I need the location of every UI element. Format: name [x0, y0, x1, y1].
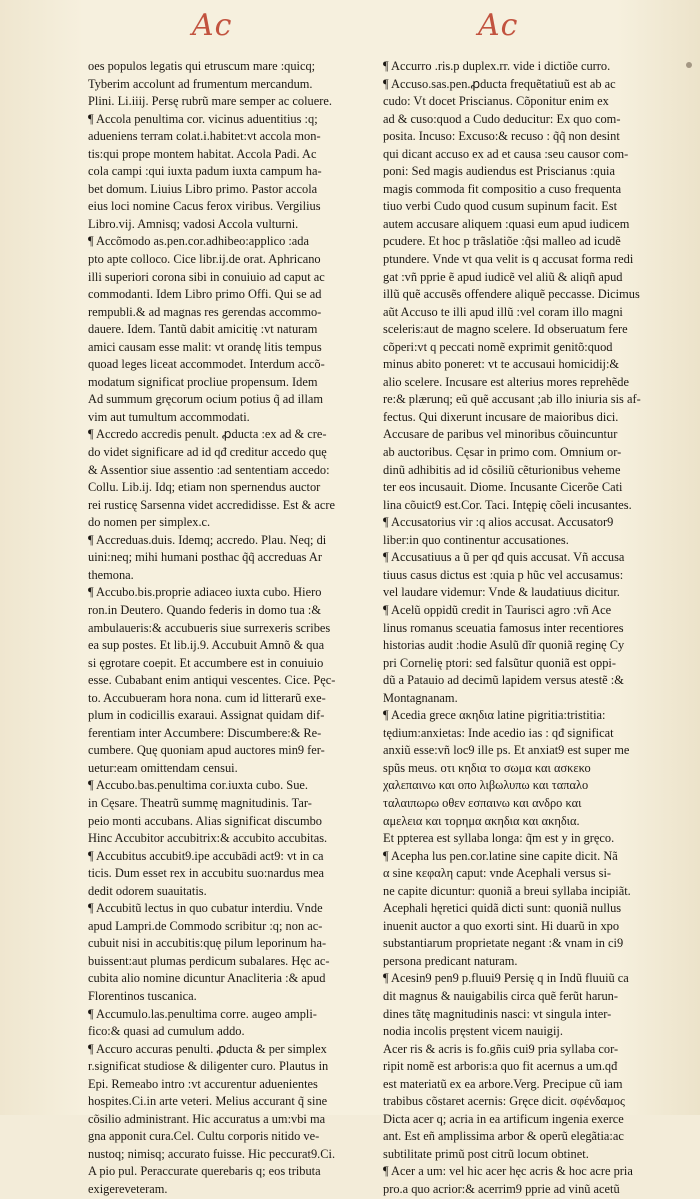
text-line: esse. Cubabant enim antiqui vescentes. Cice. Pęc- [88, 673, 336, 688]
text-line: spũs meus. οτι κηδια το σωμα και ασκεκο [383, 760, 591, 775]
text-line: ron.in Deutero. Quando federis in domo tua :& [88, 602, 321, 617]
text-line: pri Cornelię ptori: sed falsũtur quoniã est oppi- [383, 655, 616, 670]
text-line: lina cõuict9 est.Cor. Taci. Intępię cõeli incusantes. [383, 497, 632, 512]
text-line: ταλαιπωρω οθεν εσπαινω και ανδρο και [383, 795, 582, 810]
text-line: ptundere. Vnde vt qua velit is q accusat forma redi [383, 252, 634, 267]
text-line: ¶ Accola penultima cor. vicinus aduentitius :q; [88, 111, 318, 126]
text-line: gat :vñ pprie ẽ apud iudicẽ vel aliũ & aliqñ apud [383, 269, 623, 284]
text-line: exigereveteram. [88, 1182, 168, 1196]
text-line: apud Lampri.de Commodo scribitur :q; non ac- [88, 918, 323, 933]
text-line: posita. Incuso: Excuso:& recuso : q̃q̃ non desint [383, 129, 620, 144]
text-line: dines tãtę magnitudinis nasci: vt singula inter- [383, 1006, 612, 1021]
text-line: gna apponit cura.Cel. Cultu corporis nitido ve- [88, 1129, 320, 1144]
text-line: trabibus cõstaret acernis: Gręce dicit. σφένδαμος [383, 1094, 625, 1109]
text-line: subtilitate primũ post citrũ locum obtinet. [383, 1146, 589, 1161]
text-line: do nomen per simplex.c. [88, 515, 211, 530]
text-line: tędium:anxietas: Inde acedio ias : qđ significat [383, 725, 614, 740]
text-line: tiuo verbi Cudo quod cusum supinum facit. Est [383, 199, 618, 214]
text-line: Epi. Remeabo intro :vt accurentur aduenientes [88, 1076, 318, 1091]
text-line: cubita alio nomine dicuntur Anacliteria :& apud [88, 971, 326, 986]
text-line: Hinc Accubitor accubitrix:& accubito accubitas. [88, 831, 328, 846]
text-line: cubuit nisi in accubitis:quę pilum leporinum ha- [88, 936, 327, 951]
text-line: cõsilio administrant. Hic accuratus a um:vbi ma [88, 1111, 326, 1126]
text-line: Collu. Lib.ij. Idq; etiam non spernendus auctor [88, 480, 321, 495]
text-line: tis:qui prope montem habitat. Accola Padi. Ac [88, 146, 317, 161]
text-line: ¶ Accreduas.duis. Idemq; accredo. Plau. Neq; di [88, 532, 327, 547]
text-line: liber:in quo continentur accusationes. [383, 532, 569, 547]
text-line: themona. [88, 567, 134, 582]
text-line: ferentiam inter Accumbere: Discumbere:& Re- [88, 725, 322, 740]
text-line: Tyberim accolunt ad frumentum mercandum. [88, 76, 313, 91]
text-line: linus romanus sceuatia famosus inter recentiores [383, 620, 624, 635]
text-line: ea sup postes. Et lib.ij.9. Accubuit Amnõ & qua [88, 638, 325, 653]
text-line: illũ quẽ accusẽs offendere aliquẽ peccasse. Dicimus [383, 287, 640, 302]
text-line: pcudere. Et hoc p trãslatiõe :q̃si malleo ad icudẽ [383, 234, 621, 249]
text-line: substantiarum proprietate negant :& vnam in ci9 [383, 936, 624, 951]
text-line: uetur:eam omittendam censui. [88, 760, 238, 775]
text-line: ¶ Accubitus accubit9.ipe accubādi act9: vt in ca [88, 848, 324, 863]
text-line: dedit odorem suauitatis. [88, 883, 207, 898]
text-line: ¶ Accusatorius vir :q alios accusat. Accusator9 [383, 515, 614, 530]
text-line: cõperi:vt q peccati nomẽ exprimit genitõ:quod [383, 339, 613, 354]
text-line: ¶ Acedia grece ακηδια latine pigritia:tristitia: [383, 708, 606, 723]
text-line: to. Accubueram hora nona. cum id litterarũ exe- [88, 690, 326, 705]
text-line: plum in codicillis exaraui. Assignat quidam dif- [88, 708, 325, 723]
text-line: ambulaueris:& accubueris siue surrexeris scribes [88, 620, 331, 635]
text-line: adueniens terram colat.i.habitet:vt accola mon- [88, 129, 321, 144]
text-line: ad & cuso:quod a Cudo deducitur: Ex quo com- [383, 111, 621, 126]
text-line: ¶ Accõmodo as.pen.cor.adhibeo:applico :ada [88, 234, 310, 249]
text-line: ¶ Acer a um: vel hic acer hęc acris & hoc acre pria [383, 1164, 633, 1179]
text-line: ¶ Accuso.sas.pen.ꝓducta frequẽtatiuũ est ab ac [383, 76, 616, 91]
text-line: oes populos legatis qui etruscum mare :quicq; [88, 59, 316, 73]
text-line: alio scelere. Incusare est alterius mores reprehẽde [383, 374, 629, 389]
text-line: χαλεπαινω και οπο λιβωλυπω και ταπαλο [383, 778, 589, 793]
text-line: dũ a Patauio ad decimũ lapidem versus atestẽ :& [383, 673, 624, 688]
text-line: & Assentior siue assentio :ad sententiam accedo: [88, 462, 330, 477]
text-line: Florentinos tuscanica. [88, 988, 197, 1003]
text-line: cudo: Vt docet Priscianus. Cõponitur enim ex [383, 94, 609, 109]
text-line: rei rusticę Sarsenna videt accredidisse. Est & acre [88, 497, 336, 512]
text-line: buissent:aut plumas perdicum subalares. Hęc ac- [88, 953, 330, 968]
text-line: modatum significat procliue propensum. Idem [88, 374, 318, 389]
text-line: persona predicant naturam. [383, 953, 518, 968]
text-line: Acephali hęretici quidã dicti sunt: quoniã nullus [383, 901, 622, 916]
text-line: cola campi :qui iuxta padum iuxta campum ha- [88, 164, 322, 179]
left-headword: Ac [192, 8, 233, 43]
text-line: in Cęsare. Theatrũ summę magnitudinis. Tar- [88, 795, 312, 810]
text-line: ¶ Acelũ oppidũ credit in Taurisci agro :vñ Ace [383, 602, 612, 617]
text-line: fectus. Qui dixerunt incusare de maioribus dici. [383, 409, 619, 424]
text-line: ¶ Accubitũ lectus in quo cubatur interdiu. Vnde [88, 901, 323, 916]
text-line: αμελεια και τορημα ακηδια και ακηδια. [383, 813, 580, 828]
text-line: minus abito poneret: vt te accusaui homicidij:& [383, 357, 620, 372]
text-line: dauere. Idem. Tantũ dabit amicitię :vt naturam [88, 322, 318, 337]
text-line: Ad summum gręcorum ocium potius q̃ ad illam [88, 392, 324, 407]
text-line: peio monti accubans. Alias significat discumbo [88, 813, 322, 828]
text-line: ticis. Dum esset rex in accubitu suo:nardus mea [88, 866, 325, 881]
text-line: ripit nomẽ est arboris:a quo fit acernus a um.qđ [383, 1059, 618, 1074]
text-line: si ęgrotare coepit. Et accumbere est in conuiuio [88, 655, 324, 670]
text-line: qui dicant accuso ex ad et causa :seu causor com- [383, 146, 629, 161]
text-line: dinũ adhibitis ad id cõsiliũ cẽturionibus veheme [383, 462, 621, 477]
text-line: historias audit :hodie Asulũ dĩr quoniã reginę Cy [383, 638, 625, 653]
text-line: Acer ris & acris is fo.gñis cui9 pria syllaba cor- [383, 1041, 619, 1056]
text-line: ¶ Acepha lus pen.cor.latine sine capite dicit. Nã [383, 848, 618, 863]
text-line: ¶ Accurro .ris.p duplex.rr. vide i dictiõe curro. [383, 59, 611, 73]
left-text-column [88, 58, 370, 1199]
text-line: Plini. Li.iiij. Persę rubrũ mare semper ac coluere. [88, 94, 332, 109]
text-line: bet domum. Liuius Libro primo. Pastor accola [88, 181, 318, 196]
text-line: inuenit auctor a quo exorti sint. Hi duarũ in xpo [383, 918, 620, 933]
text-line: poni: Sed magis audiendus est Priscianus :quia [383, 164, 615, 179]
text-line: ¶ Accumulo.las.penultima corre. augeo ampli- [88, 1006, 317, 1021]
text-line: commodanti. Idem Libro primo Offi. Qui se ad [88, 287, 322, 302]
text-line: illi superiori corona sibi in conuiuio ad caput ac [88, 269, 325, 284]
text-line: uini:neq; mihi humani posthac q̃q̃ accreduas Ar [88, 550, 322, 565]
text-line: sceleris:aut de magno scelere. Id obseruatum fere [383, 322, 628, 337]
text-line: Libro.vij. Amnisq; vadosi Accola vulturni. [88, 216, 299, 231]
text-line: rempubli.& ad magnas res gerendas accommo- [88, 304, 322, 319]
text-line: magis commoda fit compositio a cuso frequenta [383, 181, 622, 196]
text-line: Montagnanam. [383, 690, 458, 705]
text-line: nustoq; nimisq; accurato fuisse. Hic peccurat9.Ci. [88, 1146, 336, 1161]
text-line: vim aut tumultum accommodati. [88, 409, 250, 424]
text-line: re:& plærunq; eũ quẽ accusant ;ab illo iniuria sis af- [383, 392, 641, 407]
text-line: aũt Accuso te illi apud illũ :vel coram illo magni [383, 304, 623, 319]
text-line: ¶ Accuro accuras penulti. ꝓducta & per simplex [88, 1041, 327, 1056]
text-line: quoad leges liceat accommodet. Interdum accõ- [88, 357, 325, 372]
text-line: eius loci nomine Cacus ferox viribus. Vergilius [88, 199, 321, 214]
text-line: ant. Est eñ amplissima arbor & operũ elegãtia:ac [383, 1129, 624, 1144]
text-line: vel laudare videmur: Vnde & laudatiuus dicitur. [383, 585, 620, 600]
text-line: ¶ Acesin9 pen9 p.fluui9 Persię q in Indũ fluuiũ ca [383, 971, 629, 986]
text-line: r.significat studiose & diligenter curo. Plautus in [88, 1059, 329, 1074]
text-line: A pio pul. Peraccurate querebaris q; eos tributa [88, 1164, 321, 1179]
margin-mark [686, 62, 692, 68]
text-line: nodia incolis pręstent vicem nauigij. [383, 1024, 563, 1039]
text-line: hospites.Ci.in arte veteri. Melius accurant q̃ sine [88, 1094, 328, 1109]
text-line: ab auctoribus. Cęsar in primo com. Omnium or- [383, 445, 622, 460]
text-line: Et ppterea est syllaba longa: q̃m est y in gręco. [383, 831, 615, 846]
text-line: α sine κεφαλη caput: vnde Acephali versus si- [383, 866, 612, 881]
text-line: fico:& quasi ad cumulum addo. [88, 1024, 245, 1039]
text-line: dit magnus & nauigabilis circa quẽ ferũt harun- [383, 988, 619, 1003]
text-line: ¶ Accusatiuus a ũ per qđ quis accusat. Vñ accusa [383, 550, 625, 565]
text-line: est materiatũ ex ea arbore.Verg. Precipue cũ iam [383, 1076, 623, 1091]
text-line: anxiũ esse:vñ loc9 ille ps. Et anxiat9 est super me [383, 743, 630, 758]
text-line: ¶ Accubo.bas.penultima cor.iuxta cubo. Sue. [88, 778, 308, 793]
text-line: autem accusare aliquem :quasi eum apud iudicem [383, 216, 630, 231]
text-line: ¶ Accubo.bis.proprie adiaceo iuxta cubo. Hiero [88, 585, 322, 600]
text-line: tiuus casus dictus est :quia p hũc vel accusamus: [383, 567, 624, 582]
text-line: pto apte colloco. Cice libr.ij.de orat. Aphricano [88, 252, 321, 267]
text-line: Accusare de paribus vel minoribus cõuincuntur [383, 427, 618, 442]
text-line: ne capite dicuntur: quoniã a breui syllaba incipiãt. [383, 883, 631, 898]
right-headword: Ac [478, 8, 519, 43]
text-line: cumbere. Quę quoniam apud auctores min9 fer- [88, 743, 325, 758]
text-line: ter eos incusauit. Diome. Incusante Cicerõe Cati [383, 480, 623, 495]
text-line: ¶ Accredo accredis penult. ꝓducta :ex ad & cre- [88, 427, 327, 442]
text-line: pro.a quo acrior:& acerrim9 pprie ad vinũ acetũ [383, 1182, 620, 1196]
text-line: do videt significare ad id qđ creditur accedo quę [88, 445, 327, 460]
right-text-column [383, 58, 673, 1199]
text-line: amici causam esse malit: vt orandę litis tempus [88, 339, 322, 354]
text-line: Dicta acer q; acria in ea artificum ingenia exerce [383, 1111, 624, 1126]
